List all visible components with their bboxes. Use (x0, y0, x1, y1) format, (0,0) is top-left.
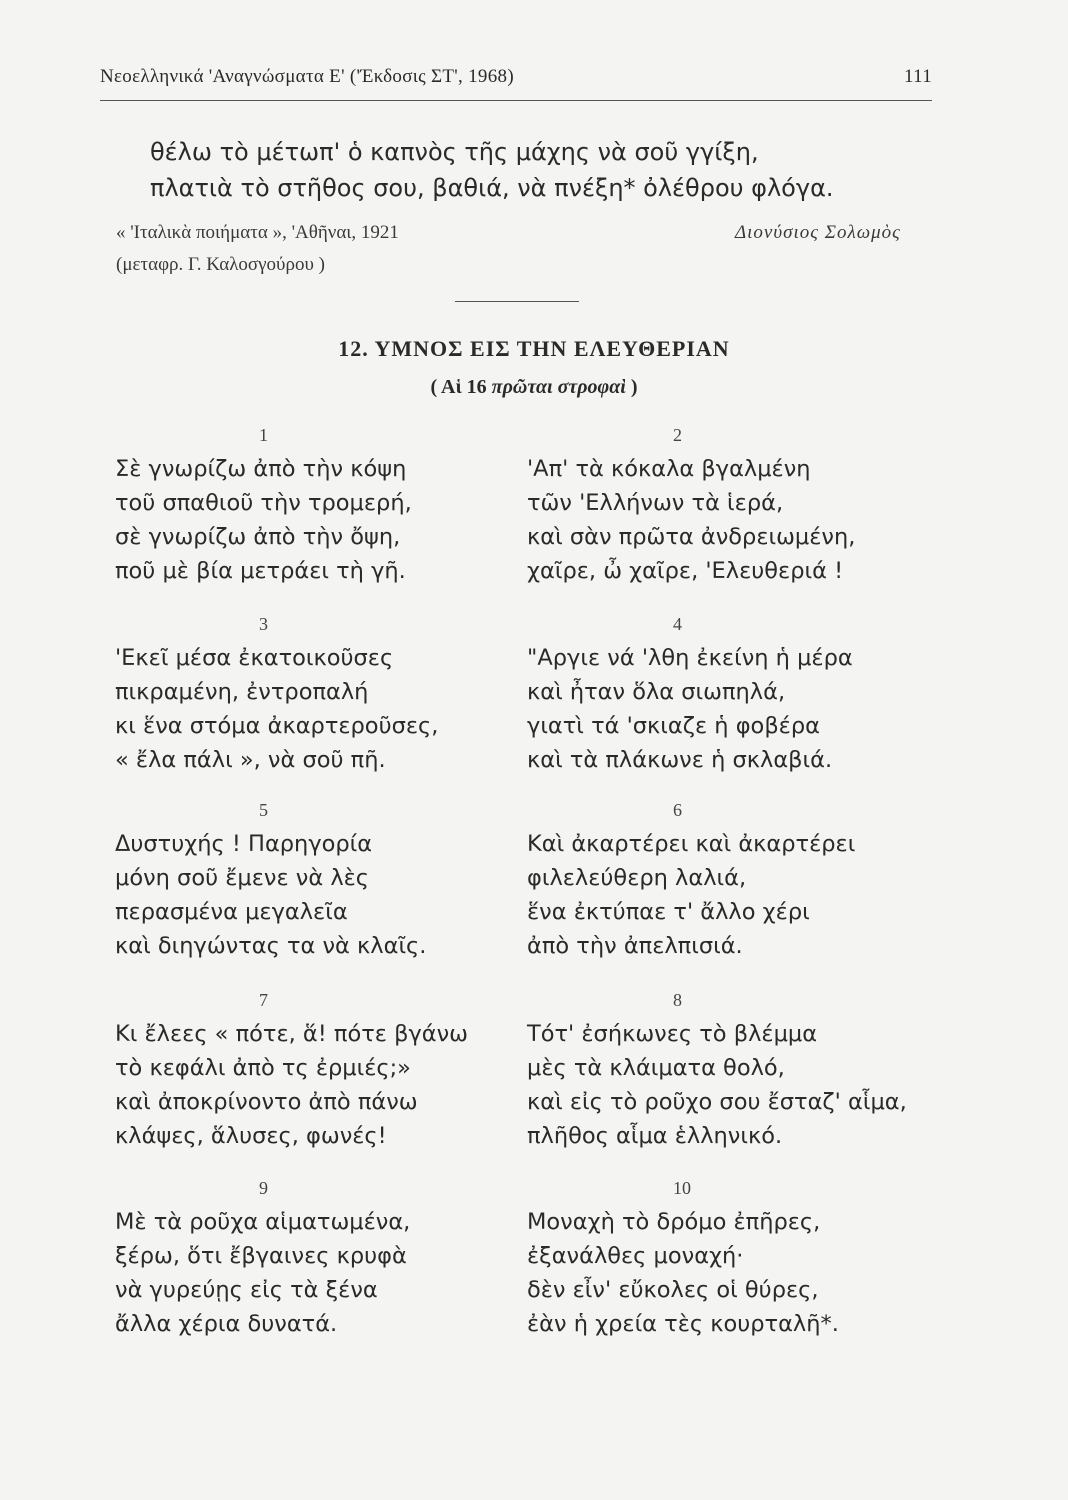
page-number: 111 (904, 66, 932, 87)
preceding-poem-ending (150, 134, 834, 206)
stanza-number: 1 (259, 425, 268, 445)
stanza-number: 9 (259, 1178, 268, 1198)
verse-line: ἕνα ἐκτύπαε τ' ἄλλο χέρι (527, 899, 810, 925)
verse-line: μὲς τὰ κλάιματα θολό, (527, 1055, 785, 1081)
verse-line: γιατὶ τά 'σκιαζε ἡ φοβέρα (527, 713, 820, 739)
verse-line: φιλελεύθερη λαλιά, (527, 865, 747, 891)
subtitle-italic: πρῶται στροφαὶ (491, 376, 626, 398)
verse-line: ἐὰν ἡ χρεία τὲς κουρταλῆ*. (527, 1311, 839, 1337)
translator-note: (μεταφρ. Γ. Καλοσγούρου ) (116, 254, 325, 275)
stanza-number: 8 (673, 990, 682, 1010)
verse-line: ἐξανάλθες μοναχή· (527, 1243, 744, 1269)
verse-line: 'Εκεῖ μέσα ἐκατοικοῦσες (115, 645, 394, 671)
stanza-number: 5 (259, 800, 268, 820)
verse-line: καὶ ἦταν ὅλα σιωπηλά, (527, 679, 786, 705)
verse-line: μόνη σοῦ ἔμενε νὰ λὲς (115, 865, 370, 891)
stanza-number: 4 (673, 614, 682, 634)
verse-line: ἄλλα χέρια δυνατά. (115, 1311, 338, 1337)
verse-line: καὶ εἰς τὸ ροῦχο σου ἔσταζ' αἷμα, (527, 1089, 907, 1115)
verse-line: τῶν 'Ελλήνων τὰ ἱερά, (527, 490, 784, 516)
verse-line: σὲ γνωρίζω ἀπὸ τὴν ὄψη, (115, 524, 401, 550)
stanza-number: 6 (673, 800, 682, 820)
section-divider (455, 301, 579, 302)
verse-line: καὶ διηγώντας τα νὰ κλαῖς. (115, 933, 427, 959)
verse-line: ποῦ μὲ βία μετράει τὴ γῆ. (115, 558, 406, 584)
verse-line: Μοναχὴ τὸ δρόμο ἐπῆρες, (527, 1209, 821, 1235)
verse-line: ἀπὸ τὴν ἀπελπισιά. (527, 933, 743, 959)
verse-line: Μὲ τὰ ροῦχα αἱματωμένα, (115, 1209, 411, 1235)
verse-line: 'Απ' τὰ κόκαλα βγαλμένη (527, 456, 811, 482)
verse-line: « ἔλα πάλι », νὰ σοῦ πῆ. (115, 747, 386, 773)
stanza-number: 3 (259, 614, 268, 634)
verse-line: πικραμένη, ἐντροπαλή (115, 679, 369, 705)
running-header (100, 66, 932, 101)
verse-line: Τότ' ἐσήκωνες τὸ βλέμμα (527, 1021, 818, 1047)
verse-line: καὶ ἀποκρίνοντο ἀπὸ πάνω (115, 1089, 418, 1115)
verse-line: θέλω τὸ μέτωπ' ὁ καπνὸς τῆς μάχης νὰ σοῦ γγίξη, (150, 138, 759, 166)
verse-line: κι ἕνα στόμα ἀκαρτεροῦσες, (115, 713, 439, 739)
stanza-number: 10 (673, 1178, 691, 1198)
verse-line: Σὲ γνωρίζω ἀπὸ τὴν κόψη (115, 456, 407, 482)
verse-line: χαῖρε, ὦ χαῖρε, 'Ελευθεριά ! (527, 558, 844, 584)
verse-line: κλάψες, ἅλυσες, φωνές! (115, 1123, 387, 1149)
verse-line: τοῦ σπαθιοῦ τὴν τρομερή, (115, 490, 412, 516)
verse-line: πλατιὰ τὸ στῆθος σου, βαθιά, νὰ πνέξη* ὀλέθρου φλόγα. (150, 174, 834, 202)
book-title: Νεοελληνικά 'Αναγνώσματα Ε' ('Έκδοσις ΣΤ', 1968) (100, 66, 514, 87)
poem-number: 12. (338, 336, 369, 361)
verse-line: τὸ κεφάλι ἀπὸ τς ἐρμιές;» (115, 1055, 411, 1081)
verse-line: Καὶ ἀκαρτέρει καὶ ἀκαρτέρει (527, 831, 856, 857)
verse-line: περασμένα μεγαλεῖα (115, 899, 348, 925)
poem-title (0, 336, 1068, 362)
poem-subtitle (0, 376, 1068, 399)
subtitle-close: ) (630, 376, 638, 398)
verse-line: Δυστυχής ! Παρηγορία (115, 831, 373, 857)
verse-line: δὲν εἶν' εὔκολες οἱ θύρες, (527, 1277, 819, 1303)
verse-line: "Αργιε νά 'λθη ἐκείνη ἡ μέρα (527, 645, 853, 671)
verse-line: πλῆθος αἷμα ἑλληνικό. (527, 1123, 783, 1149)
verse-line: Κι ἔλεες « πότε, ἅ! πότε βγάνω (115, 1021, 469, 1047)
author-name: Διονύσιος Σολωμὸς (735, 222, 901, 243)
poem-title-text: ΥΜΝΟΣ ΕΙΣ ΤΗΝ ΕΛΕΥΘΕΡΙΑΝ (374, 336, 730, 361)
subtitle-open: ( Αἱ 16 (430, 376, 487, 398)
verse-line: καὶ τὰ πλάκωνε ἡ σκλαβιά. (527, 747, 833, 773)
verse-line: καὶ σὰν πρῶτα ἀνδρειωμένη, (527, 524, 856, 550)
verse-line: ξέρω, ὅτι ἔβγαινες κρυφὰ (115, 1243, 407, 1269)
stanza-number: 2 (673, 425, 682, 445)
source-citation: « 'Ιταλικὰ ποιήματα », 'Αθῆναι, 1921 (116, 222, 399, 243)
stanza-number: 7 (259, 990, 268, 1010)
verse-line: νὰ γυρεύῃς εἰς τὰ ξένα (115, 1277, 378, 1303)
